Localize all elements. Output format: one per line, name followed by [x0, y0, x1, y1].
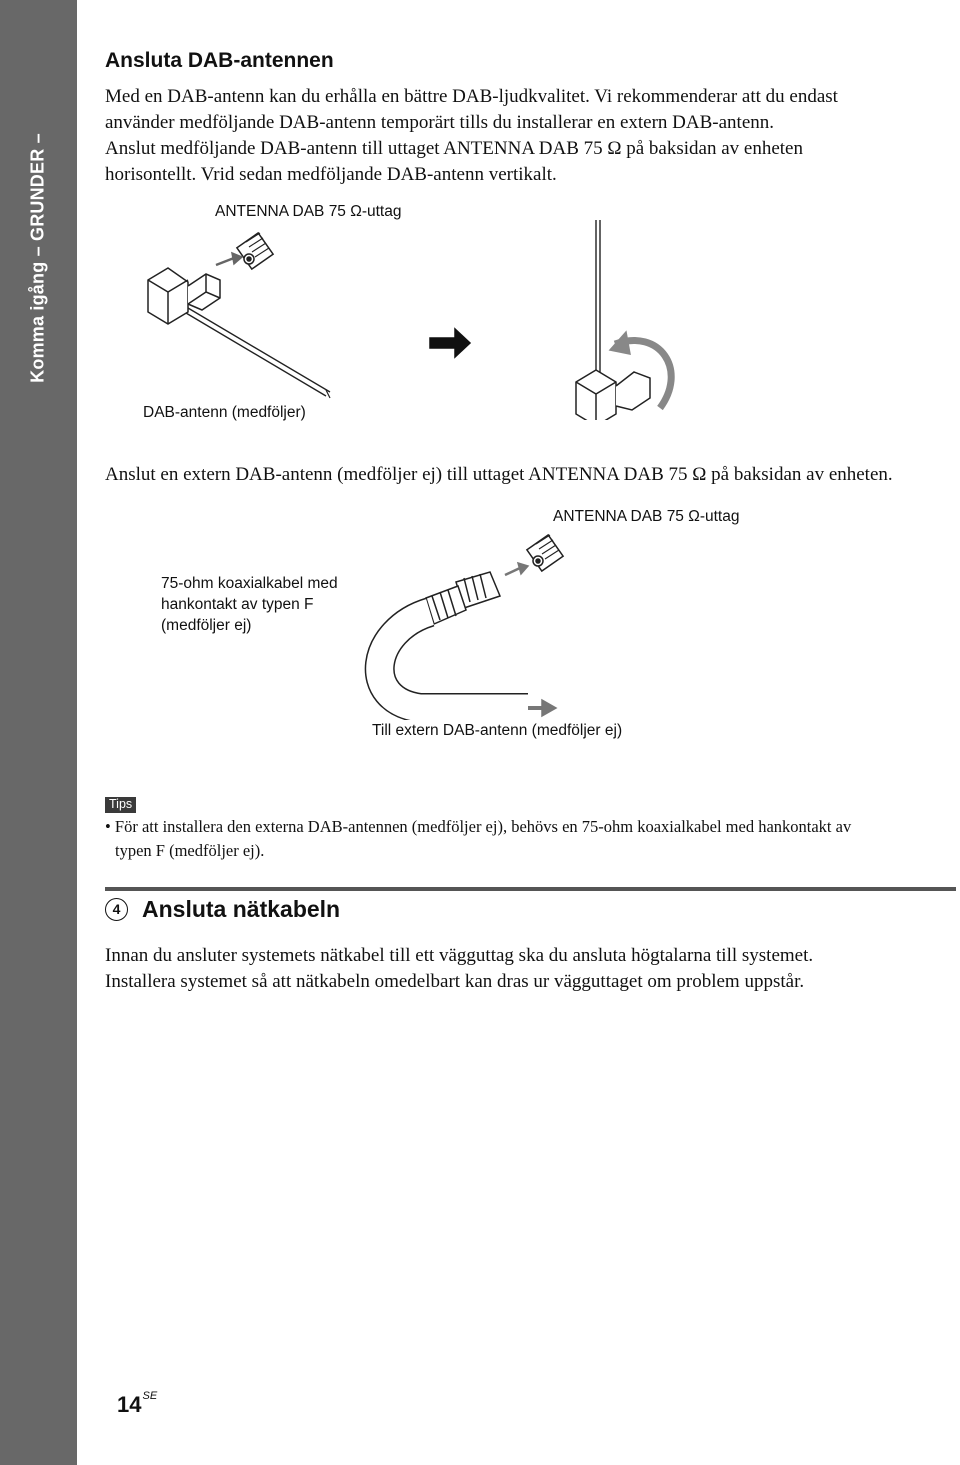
sidebar-section-title: Komma igång – GRUNDER –: [27, 133, 48, 383]
power-paragraph: [105, 943, 813, 995]
external-antenna-text: Anslut en extern DAB-antenn (medföljer ej) till uttaget ANTENNA DAB 75 Ω på baksidan av enheten.: [105, 464, 893, 485]
section2-title: Ansluta nätkabeln: [142, 896, 341, 922]
antenna-plug-icon: [148, 268, 220, 324]
antenna-jack-icon: [527, 535, 563, 571]
section-heading-dab: Ansluta DAB-antennen: [105, 49, 334, 72]
tip-bullet: •: [105, 817, 111, 836]
intro-paragraph: [105, 84, 838, 188]
figure1-jack-label: ANTENNA DAB 75 Ω-uttag: [215, 203, 402, 220]
cable-label-line: 75-ohm koaxialkabel med: [161, 575, 338, 592]
step-number-badge: 4: [105, 898, 128, 921]
sidebar-tab: [0, 0, 77, 1465]
cable-label-line: hankontakt av typen F: [161, 596, 314, 613]
figure2-external-label: Till extern DAB-antenn (medföljer ej): [372, 722, 623, 739]
intro-line: horisontellt. Vrid sedan medföljande DAB-antenn vertikalt.: [105, 164, 557, 185]
section-heading-power: [105, 896, 340, 923]
figure2-jack-label: ANTENNA DAB 75 Ω-uttag: [553, 508, 740, 525]
tip-line: typen F (medföljer ej).: [115, 841, 265, 860]
page-number-suffix: SE: [142, 1390, 158, 1402]
section-divider: [105, 887, 956, 891]
tip-text: [105, 815, 950, 863]
intro-line: använder medföljande DAB-antenn temporärt tills du installerar en extern DAB-antenn.: [105, 112, 774, 133]
power-line: Installera systemet så att nätkabeln omedelbart kan dras ur vägguttaget om problem uppstår.: [105, 971, 805, 992]
antenna-jack-icon: [237, 233, 273, 269]
page-number: [117, 1392, 157, 1418]
f-connector-icon: [426, 572, 500, 624]
tip-line: För att installera den externa DAB-antennen (medföljer ej), behövs en 75-ohm koaxialkabel med hankontakt av: [114, 817, 852, 836]
figure2-cable-label: [161, 573, 338, 636]
page-number-value: 14: [117, 1392, 142, 1417]
dab-antenna-connection-illustration: [140, 220, 700, 420]
antenna-plug-vertical-icon: [576, 370, 650, 420]
intro-line: Anslut medföljande DAB-antenn till uttaget ANTENNA DAB 75 Ω på baksidan av enheten: [105, 138, 803, 159]
coaxial-cable-illustration: [360, 530, 620, 720]
power-line: Innan du ansluter systemets nätkabel till ett vägguttag ska du ansluta högtalarna till systemet.: [105, 945, 814, 966]
intro-line: Med en DAB-antenn kan du erhålla en bättre DAB-ljudkvalitet. Vi rekommenderar att du endast: [105, 86, 838, 107]
tips-badge: Tips: [105, 797, 136, 813]
cable-label-line: (medföljer ej): [161, 617, 252, 634]
figure1-antenna-label: DAB-antenn (medföljer): [143, 404, 306, 421]
